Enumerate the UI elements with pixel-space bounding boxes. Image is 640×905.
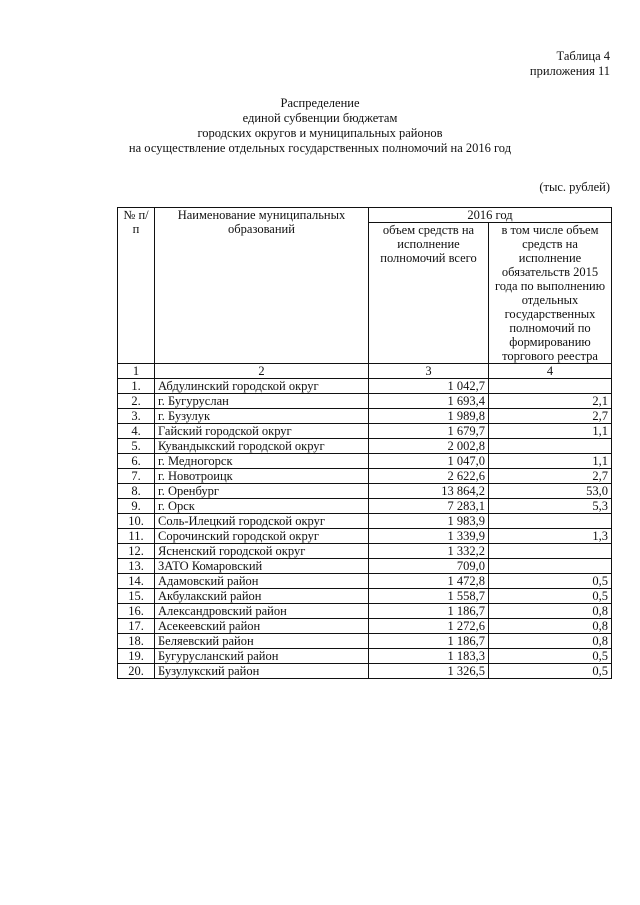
row-part: 0,8	[489, 619, 612, 634]
row-name: Соль-Илецкий городской округ	[155, 514, 369, 529]
title-line-2: единой субвенции бюджетам	[242, 111, 398, 125]
row-name: Абдулинский городской округ	[155, 379, 369, 394]
row-name: Беляевский район	[155, 634, 369, 649]
row-total: 1 186,7	[369, 634, 489, 649]
row-total: 1 186,7	[369, 604, 489, 619]
table-row	[118, 634, 612, 649]
row-number: 10.	[118, 514, 155, 529]
row-part	[489, 439, 612, 454]
row-name: г. Оренбург	[155, 484, 369, 499]
row-name: Александровский район	[155, 604, 369, 619]
row-part: 0,5	[489, 649, 612, 664]
row-total: 13 864,2	[369, 484, 489, 499]
table-row	[118, 619, 612, 634]
table-row	[118, 379, 612, 394]
row-part	[489, 379, 612, 394]
row-part: 53,0	[489, 484, 612, 499]
table-row	[118, 424, 612, 439]
appendix-label	[530, 49, 610, 79]
row-name: Сорочинский городской округ	[155, 529, 369, 544]
table-row	[118, 529, 612, 544]
row-name: Кувандыкский городской округ	[155, 439, 369, 454]
row-total: 1 989,8	[369, 409, 489, 424]
row-number: 20.	[118, 664, 155, 679]
row-name: г. Бузулук	[155, 409, 369, 424]
column-index-row	[118, 364, 612, 379]
table-row	[118, 484, 612, 499]
table-row	[118, 574, 612, 589]
row-number: 12.	[118, 544, 155, 559]
row-part: 0,8	[489, 634, 612, 649]
row-part: 2,7	[489, 409, 612, 424]
title-line-3: городских округов и муниципальных районов	[197, 126, 443, 140]
table-row	[118, 559, 612, 574]
row-number: 8.	[118, 484, 155, 499]
table-row	[118, 649, 612, 664]
row-part: 0,5	[489, 589, 612, 604]
row-number: 13.	[118, 559, 155, 574]
row-total: 1 472,8	[369, 574, 489, 589]
row-part	[489, 544, 612, 559]
row-part: 0,8	[489, 604, 612, 619]
table-body	[118, 208, 612, 679]
row-total: 1 326,5	[369, 664, 489, 679]
row-total: 1 272,6	[369, 619, 489, 634]
row-total: 7 283,1	[369, 499, 489, 514]
row-name: Ясненский городской округ	[155, 544, 369, 559]
table-row	[118, 499, 612, 514]
row-total: 1 558,7	[369, 589, 489, 604]
table-row	[118, 604, 612, 619]
row-part: 1,1	[489, 454, 612, 469]
row-number: 14.	[118, 574, 155, 589]
row-number: 3.	[118, 409, 155, 424]
appendix-number: приложения 11	[529, 64, 610, 78]
row-total: 2 622,6	[369, 469, 489, 484]
row-number: 19.	[118, 649, 155, 664]
table-row	[118, 664, 612, 679]
row-number: 17.	[118, 619, 155, 634]
row-name: Адамовский район	[155, 574, 369, 589]
table-row	[118, 589, 612, 604]
row-number: 15.	[118, 589, 155, 604]
row-part: 0,5	[489, 664, 612, 679]
row-number: 1.	[118, 379, 155, 394]
header-total: объем средств на исполнение полномочий всего	[369, 223, 489, 364]
row-part: 2,7	[489, 469, 612, 484]
row-part: 0,5	[489, 574, 612, 589]
row-name: ЗАТО Комаровский	[155, 559, 369, 574]
row-total: 1 047,0	[369, 454, 489, 469]
row-part	[489, 559, 612, 574]
row-name: Асекеевский район	[155, 619, 369, 634]
row-total: 1 339,9	[369, 529, 489, 544]
column-index: 2	[155, 364, 369, 379]
header-year: 2016 год	[369, 208, 612, 223]
row-name: г. Новотроицк	[155, 469, 369, 484]
units-label: (тыс. рублей)	[539, 180, 610, 194]
column-index: 4	[489, 364, 612, 379]
row-name: г. Медногорск	[155, 454, 369, 469]
row-number: 2.	[118, 394, 155, 409]
row-number: 4.	[118, 424, 155, 439]
row-total: 1 042,7	[369, 379, 489, 394]
row-number: 7.	[118, 469, 155, 484]
column-index: 1	[118, 364, 155, 379]
row-part: 5,3	[489, 499, 612, 514]
row-number: 9.	[118, 499, 155, 514]
header-row-1	[118, 208, 612, 223]
table-row	[118, 544, 612, 559]
table-row	[118, 394, 612, 409]
row-name: Бузулукский район	[155, 664, 369, 679]
column-index: 3	[369, 364, 489, 379]
row-name: г. Орск	[155, 499, 369, 514]
row-part: 1,1	[489, 424, 612, 439]
table-row	[118, 469, 612, 484]
row-total: 1 693,4	[369, 394, 489, 409]
title-line-1: Распределение	[280, 96, 360, 110]
header-part: в том числе объем средств на исполнение обязательств 2015 года по выполнению отдельных государственных полномочий по формированию торгового реестра	[489, 223, 612, 364]
table-row	[118, 514, 612, 529]
row-total: 1 983,9	[369, 514, 489, 529]
row-name: Акбулакский район	[155, 589, 369, 604]
table-row	[118, 409, 612, 424]
row-part: 2,1	[489, 394, 612, 409]
document-title	[0, 96, 640, 156]
row-total: 1 332,2	[369, 544, 489, 559]
row-part	[489, 514, 612, 529]
row-part: 1,3	[489, 529, 612, 544]
row-number: 5.	[118, 439, 155, 454]
row-number: 6.	[118, 454, 155, 469]
distribution-table	[117, 207, 612, 679]
header-number: № п/п	[118, 208, 155, 364]
row-number: 16.	[118, 604, 155, 619]
row-total: 1 679,7	[369, 424, 489, 439]
row-total: 709,0	[369, 559, 489, 574]
header-name: Наименование муниципальных образований	[155, 208, 369, 364]
row-name: Гайский городской округ	[155, 424, 369, 439]
title-line-4: на осуществление отдельных государственных полномочий на 2016 год	[128, 141, 512, 155]
row-total: 1 183,3	[369, 649, 489, 664]
table-row	[118, 454, 612, 469]
row-name: Бугурусланский район	[155, 649, 369, 664]
row-number: 11.	[118, 529, 155, 544]
row-total: 2 002,8	[369, 439, 489, 454]
row-number: 18.	[118, 634, 155, 649]
table-row	[118, 439, 612, 454]
row-name: г. Бугуруслан	[155, 394, 369, 409]
table-number: Таблица 4	[556, 49, 610, 63]
